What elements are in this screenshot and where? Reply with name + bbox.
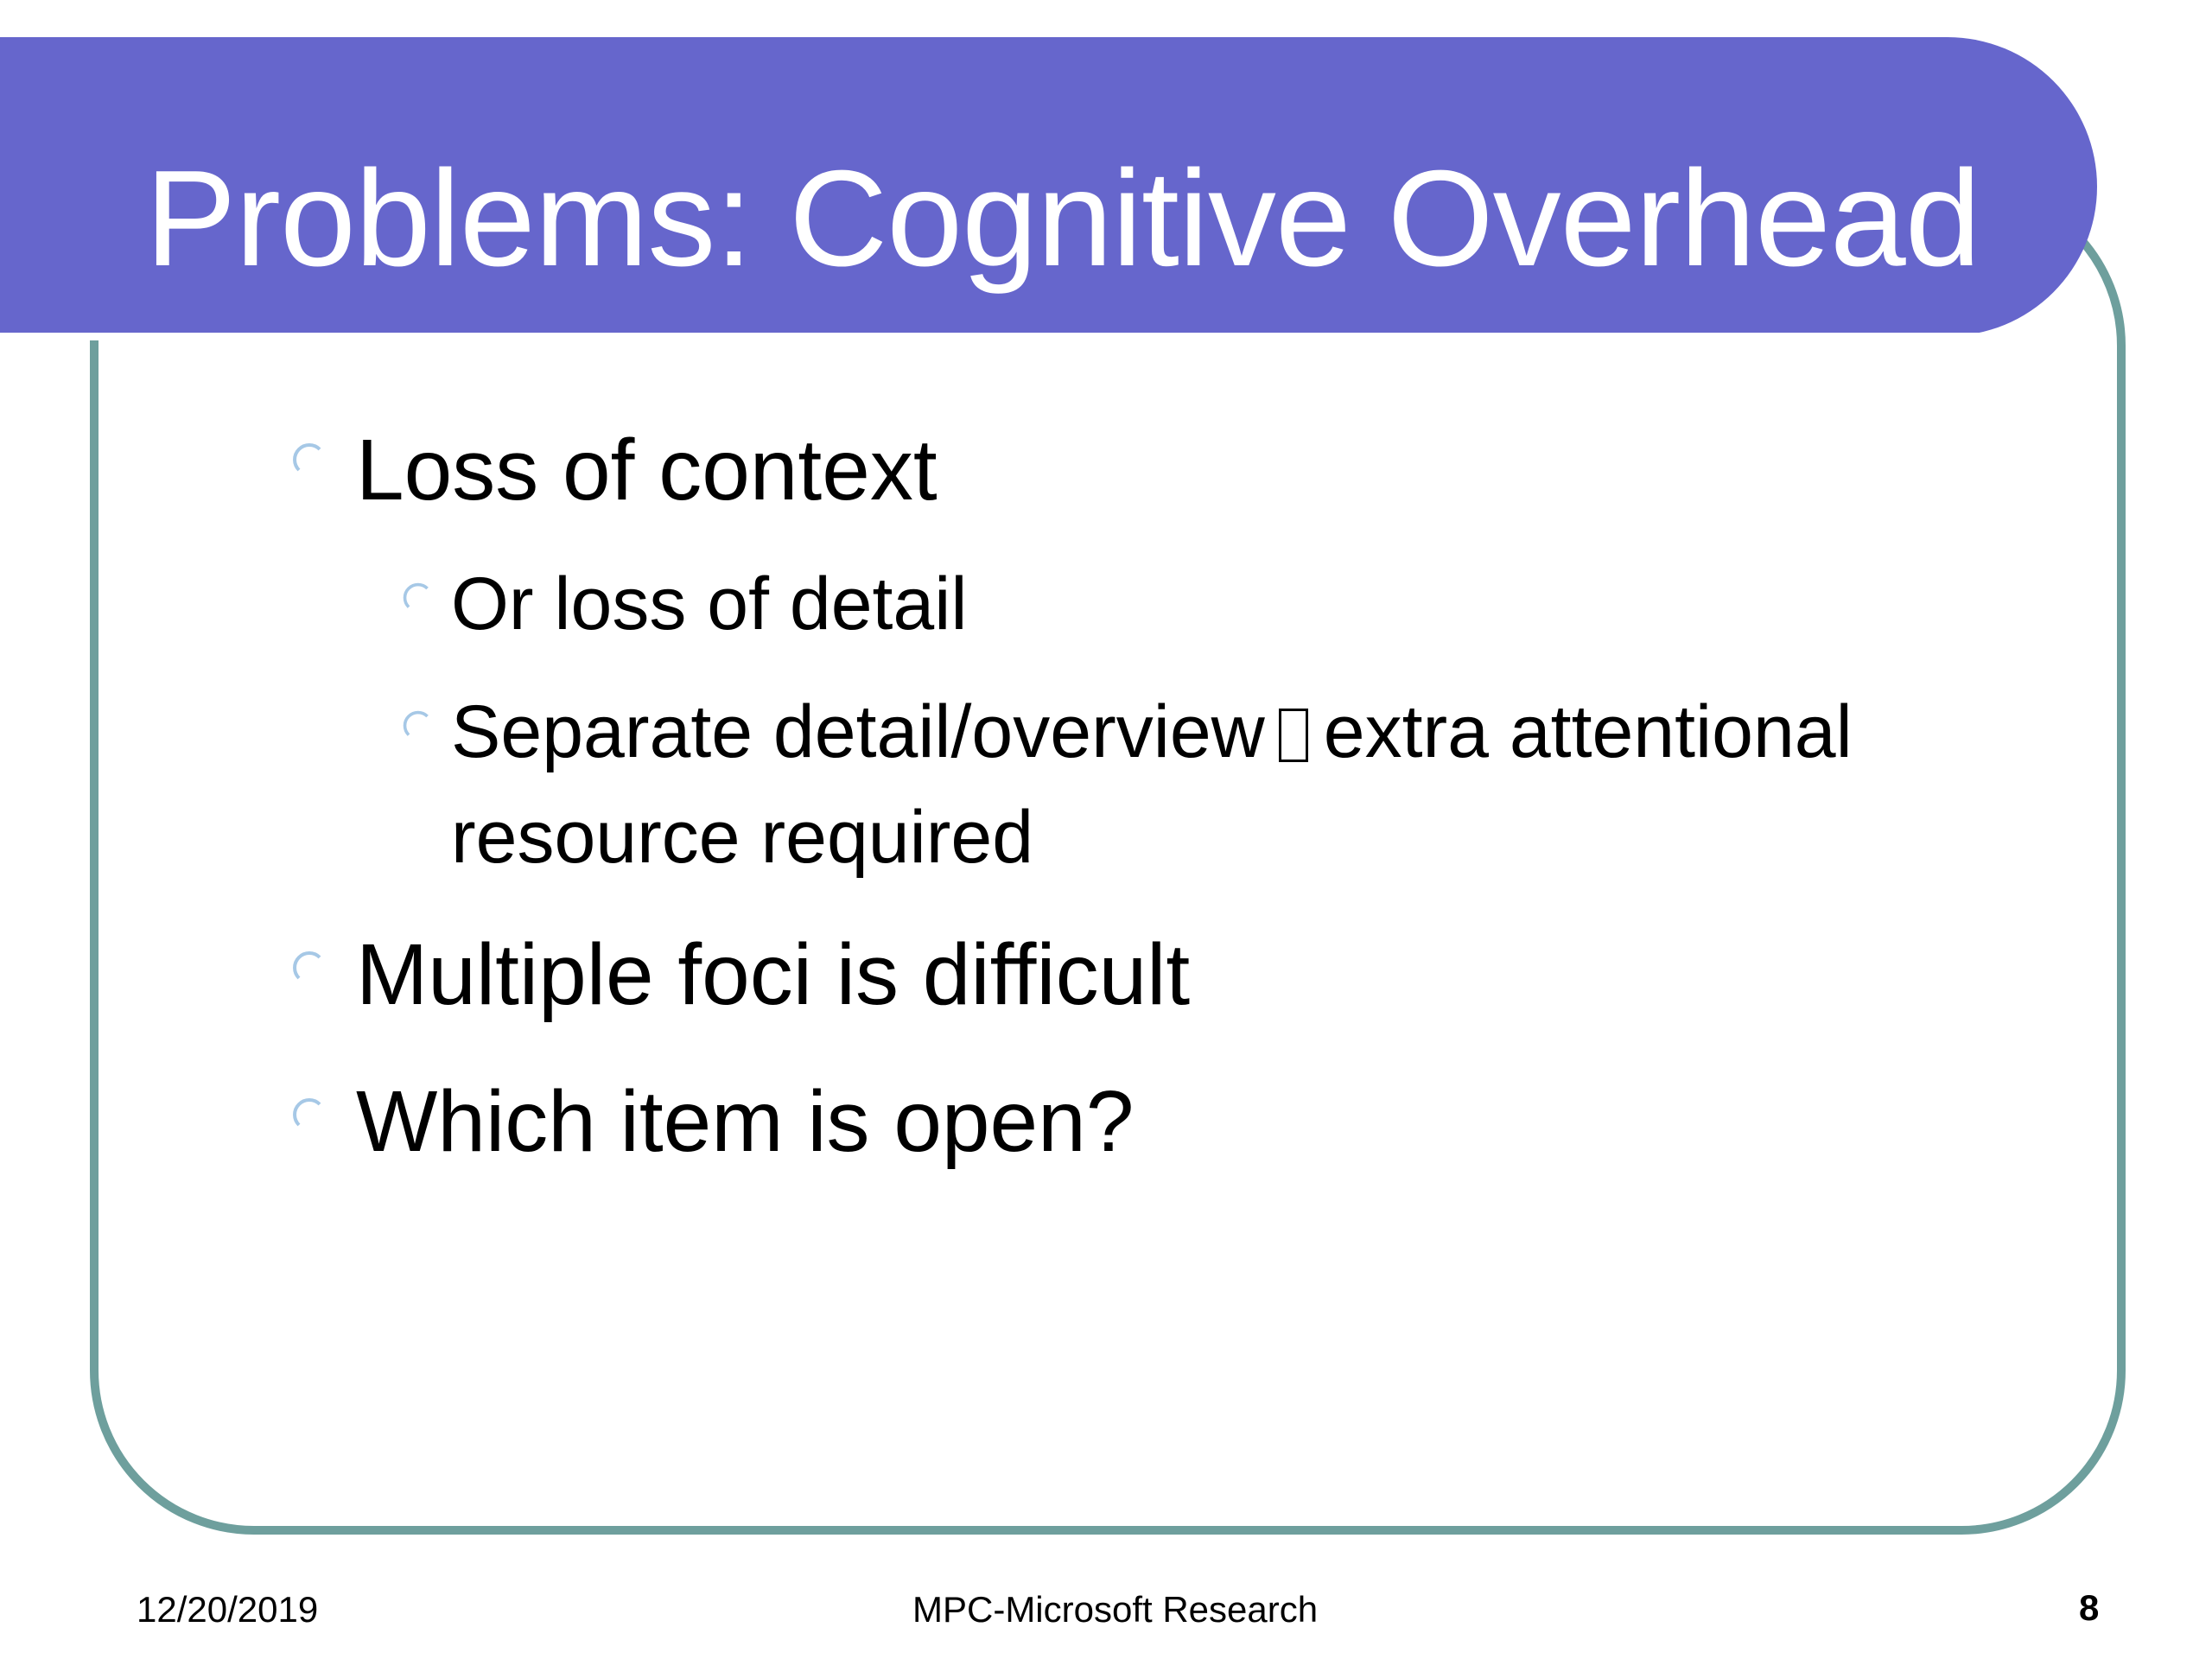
bullet-text-before: Separate detail/overview [451,690,1265,773]
page-number: 8 [2079,1587,2100,1628]
bullet-continuation: resource required [451,796,1034,879]
bullet-loss-of-context: Loss of context [356,422,938,518]
bullet-multiple-foci: Multiple foci is difficult [356,926,1191,1023]
arc-bullet-icon [401,709,432,740]
arc-bullet-icon [401,581,432,612]
footer-date: 12/20/2019 [137,1589,319,1630]
bullet-which-item-open: Which item is open? [356,1073,1135,1170]
arc-bullet-icon [290,1096,325,1130]
missing-glyph-icon [1279,709,1308,762]
bullet-separate-detail-overview [451,678,1853,785]
arc-bullet-icon [290,441,325,475]
bullet-text-after: extra attentional [1323,690,1853,773]
slide-title: Problems: Cognitive Overhead [145,143,1980,295]
title-underline [0,333,1983,340]
bullet-or-loss-of-detail: Or loss of detail [451,563,968,645]
arc-bullet-icon [290,949,325,983]
footer-center-text: MPC-Microsoft Research [912,1589,1319,1630]
slide-frame [90,181,2126,1535]
